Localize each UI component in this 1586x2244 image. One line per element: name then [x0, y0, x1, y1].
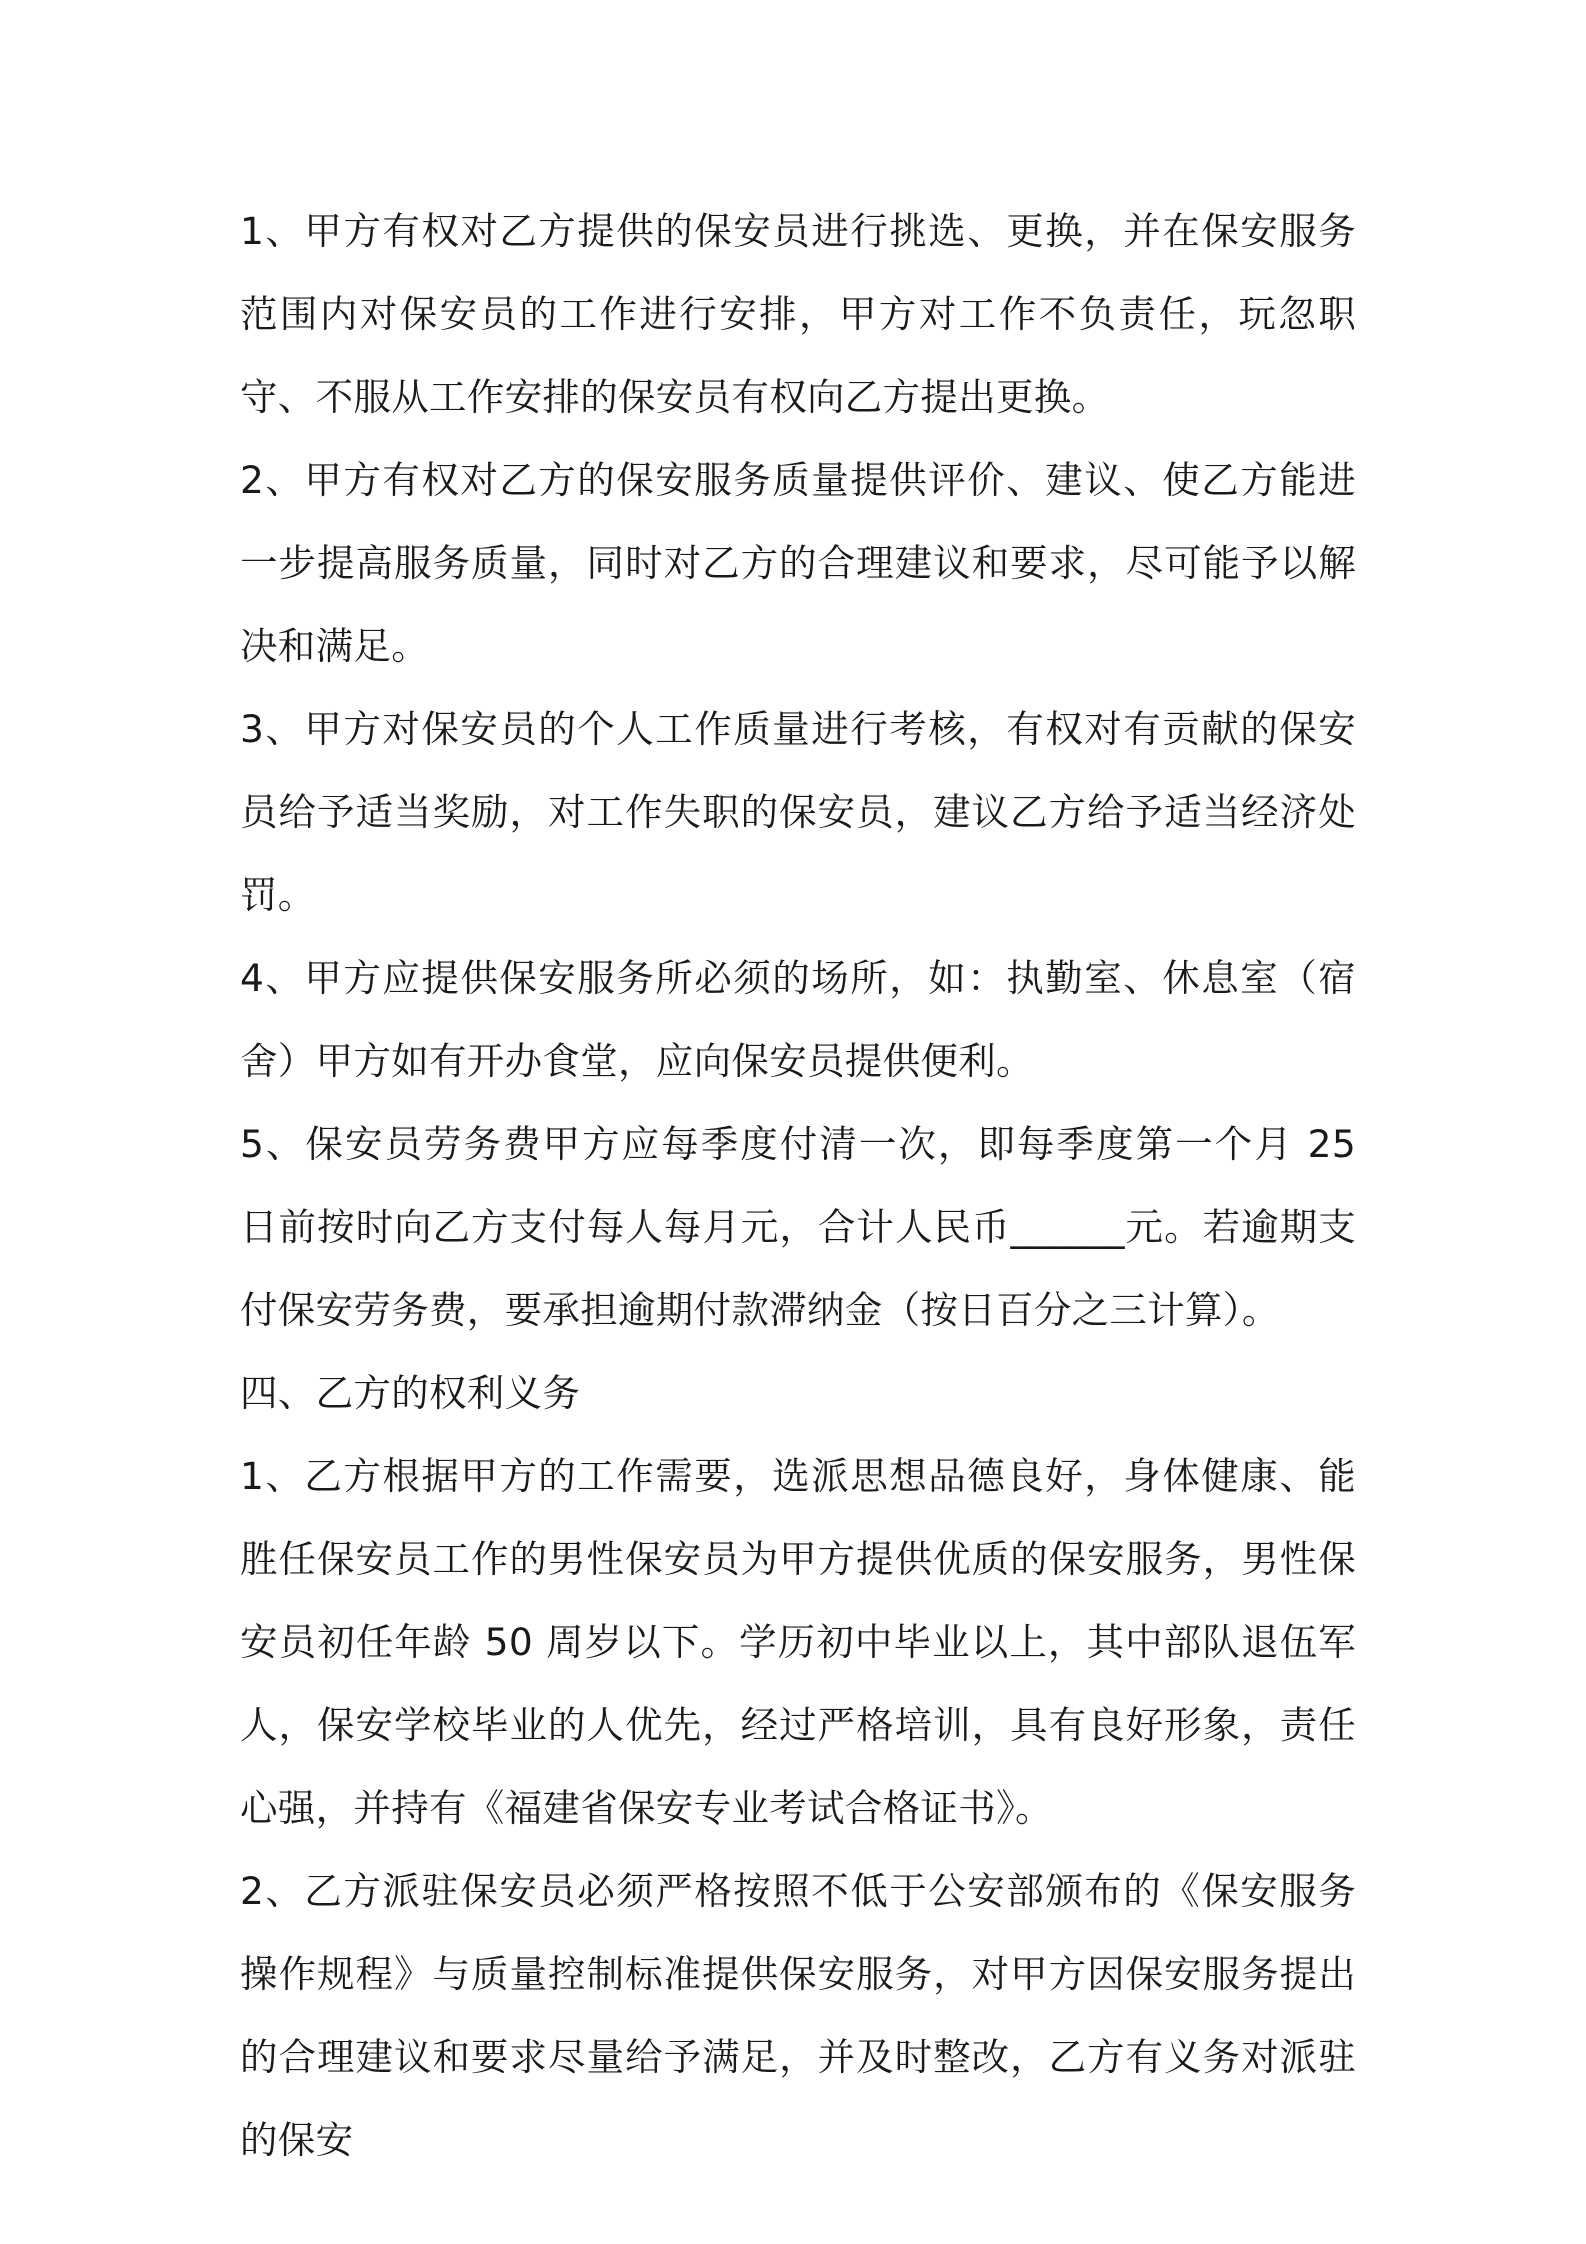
clause-party-a-5: 5、保安员劳务费甲方应每季度付清一次，即每季度第一个月 25 日前按时向乙方支付每人每月元，合计人民币______元。若逾期支付保安劳务费，要承担逾期付款滞纳金（按日百分之三计算）。 [240, 1122, 1356, 1332]
clause-party-a-1: 1、甲方有权对乙方提供的保安员进行挑选、更换，并在保安服务范围内对保安员的工作进行安排，甲方对工作不负责任，玩忽职守、不服从工作安排的保安员有权向乙方提出更换。 [240, 209, 1356, 419]
clause-party-a-2: 2、甲方有权对乙方的保安服务质量提供评价、建议、使乙方能进一步提高服务质量，同时对乙方的合理建议和要求，尽可能予以解决和满足。 [240, 458, 1356, 668]
section-heading-party-b: 四、乙方的权利义务 [240, 1371, 581, 1415]
document-body [240, 190, 1356, 2182]
clause-party-a-4: 4、甲方应提供保安服务所必须的场所，如：执勤室、休息室（宿舍）甲方如有开办食堂，应向保安员提供便利。 [240, 956, 1356, 1083]
clause-party-a-3: 3、甲方对保安员的个人工作质量进行考核，有权对有贡献的保安员给予适当奖励，对工作失职的保安员，建议乙方给予适当经济处罚。 [240, 707, 1356, 917]
clause-party-b-2: 2、乙方派驻保安员必须严格按照不低于公安部颁布的《保安服务操作规程》与质量控制标准提供保安服务，对甲方因保安服务提出的合理建议和要求尽量给予满足，并及时整改，乙方有义务对派驻的保安 [240, 1869, 1356, 2162]
clause-party-b-1: 1、乙方根据甲方的工作需要，选派思想品德良好，身体健康、能胜任保安员工作的男性保安员为甲方提供优质的保安服务，男性保安员初任年龄 50 周岁以下。学历初中毕业以上，其中部队退伍军人，保安学校毕业的人优先，经过严格培训，具有良好形象，责任心强，并持有《福建省保安专业考试合格证书》。 [240, 1454, 1356, 1830]
